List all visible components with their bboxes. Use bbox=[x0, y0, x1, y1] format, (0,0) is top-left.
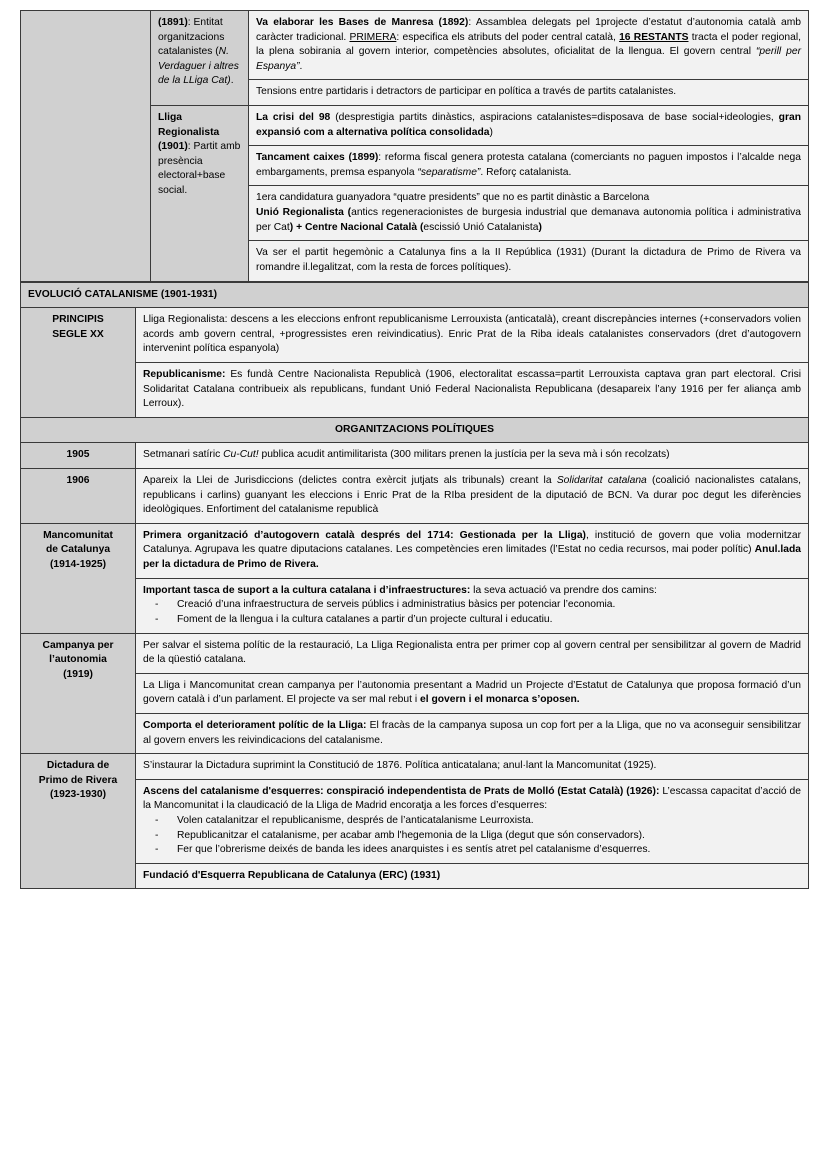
table-row bbox=[21, 417, 809, 443]
t1-label-lliga-regionalista bbox=[151, 106, 249, 281]
t2-label-campanya-line1: Campanya per bbox=[42, 639, 114, 651]
table-row bbox=[21, 673, 809, 713]
table-row bbox=[21, 282, 809, 308]
t2-label-dictadura-line1: Dictadura de bbox=[46, 760, 110, 772]
table-row bbox=[21, 754, 809, 780]
t2-label-mancomunitat-line3: (1914-1925) bbox=[49, 559, 107, 571]
t1-cell-bases-manresa bbox=[249, 11, 809, 80]
list-item: - Foment de la llengua i la cultura catalanes a partir d’un projecte cultural i educatiu. bbox=[177, 613, 801, 628]
t1-crisi98-body1: (desprestigia partits dinàstics, aspiracions catalanistes=disposava de base social+ideologies, bbox=[330, 112, 779, 124]
list-item: - Fer que l’obrerisme deixés de banda les idees anarquistes i es sentís atret pel catalanisme d’esquerres. bbox=[177, 843, 801, 858]
t2-cell-lliga-regionalista-descens: Lliga Regionalista: descens a les eleccions enfront republicanisme Lerrouxista (anticatalà), creant discrepàncies internes (+conservadors volien acords amb govern central, +progressistes eren reivindicatius). Enric Prat de la Riba ideals catalanistes conservadors (dret d’autogovern intervenint política espanyola) bbox=[136, 308, 809, 363]
t2-mancomunitat-body1: , institució de govern que volia modernitzar Catalunya. Agrupava les quatre diputacions catalanes. Les competències eren limitades (l’Estat no cedia recursos, mai poder polític) bbox=[143, 529, 802, 556]
t2-republicanisme-body1: Es fundà Centre Nacionalista Republicà (1906, electoralitat escassa=partit Lerrouxista captava gran part electoral. Crisi Solidaritat Catalana contribueix als republicans, fundant Unió Federal Nacionalista Republicana (desapareix l’any 1916 per fer aliança amb Lerroux). bbox=[143, 368, 802, 410]
list-item: - Creació d’una infraestructura de serveis públics i administratius bàsics per potenciar l’economia. bbox=[177, 598, 801, 613]
t2-cell-campanya-projecte-estatut bbox=[136, 673, 809, 713]
table-row bbox=[21, 523, 809, 578]
t2-label-dictadura-line3: (1923-1930) bbox=[49, 789, 107, 801]
t2-campanya-body1: La Lliga i Mancomunitat crean campanya per l’autonomia presentant a Madrid un Projecte d’Estatut de Catalunya que proposa formació d’un govern català i d’un parlament. El projecte va ser mal rebut i bbox=[143, 679, 802, 706]
t1-candidatura-bold3: ) bbox=[538, 221, 542, 233]
t1-crisi98-bold: La crisi del 98 bbox=[256, 112, 331, 124]
t1-bases-manresa-italic1: “perill per Espanya” bbox=[256, 46, 801, 72]
table-row bbox=[21, 469, 809, 524]
table-row bbox=[21, 308, 809, 363]
t2-cultura-bold: Important tasca de suport a la cultura catalana i d’infraestructures: bbox=[143, 584, 471, 596]
t1-cell-crisi-98 bbox=[249, 106, 809, 146]
t1-bases-manresa-bold: Va elaborar les Bases de Manresa (1892) bbox=[256, 17, 469, 28]
t2-label-mancomunitat-line1: Mancomunitat bbox=[43, 529, 113, 541]
t2-1906-body2: (coalició nacionalistes catalans, republicans i carlins) guanyant les eleccions i Enric Prat de la RIba president de la diputació de BCN. Va durar poc degut les diferències ideològiques. Enfortiment del catalanisme republicà bbox=[143, 475, 802, 516]
t2-ascens-bullets bbox=[143, 814, 801, 858]
t2-republicanisme-bold: Republicanisme: bbox=[143, 368, 226, 380]
t1-cell-candidatura bbox=[249, 186, 809, 241]
t2-cell-1906-llei-jurisdiccions bbox=[136, 469, 809, 524]
t1-bases-manresa-underline1: PRIMERA bbox=[349, 31, 397, 43]
t1-crisi98-boldmid: gran expansió com a alternativa política consolidada bbox=[256, 112, 801, 138]
t2-band-organitzacions-politiques: ORGANITZACIONS POLÍTIQUES bbox=[21, 417, 809, 443]
list-item: - Republicanitzar el catalanisme, per acabar amb l'hegemonia de la Lliga (degut que són conservadors). bbox=[177, 829, 801, 844]
t2-label-1905: 1905 bbox=[21, 443, 136, 469]
t1-label-1891-italic: N. Verdaguer i altres de la LLiga Cat) bbox=[158, 46, 239, 87]
t2-1905-body1: Setmanari satíric bbox=[143, 449, 224, 461]
t1-label-1891-lead: (1891) bbox=[158, 17, 188, 28]
t1-label-lliga-lead: Lliga Regionalista (1901) bbox=[158, 112, 220, 153]
t2-label-campanya-line3: (1919) bbox=[63, 668, 93, 680]
t2-cell-1905-cucut bbox=[136, 443, 809, 469]
t2-1905-italic1: Cu-Cut! bbox=[223, 449, 259, 461]
t2-1905-body2: publica acudit antimilitarista (300 militars prenen la justícia per la seva mà i són recolzats) bbox=[258, 449, 670, 461]
table-row bbox=[21, 633, 809, 673]
t2-cell-campanya-deteriorament bbox=[136, 713, 809, 753]
t1-tancament-bold: Tancament caixes (1899) bbox=[256, 152, 379, 164]
table-row bbox=[21, 863, 809, 889]
t2-deteriorament-bold: Comporta el deteriorament polític de la Lliga: bbox=[143, 719, 367, 731]
t2-erc-bold: Fundació d'Esquerra Republicana de Catalunya (ERC) (1931) bbox=[143, 869, 441, 881]
table-catalanisme-origens bbox=[20, 10, 809, 282]
t1-cell-tensions: Tensions entre partidaris i detractors de participar en política a través de partits catalanistes. bbox=[249, 80, 809, 106]
t2-label-dictadura-primo-rivera bbox=[21, 754, 136, 889]
t2-cultura-body1: la seva actuació va prendre dos camins: bbox=[470, 584, 657, 596]
t1-tancament-body1: : reforma fiscal genera protesta catalana (comerciants no paguen impostos i l’alcalde nega embargaments, premsa espanyola bbox=[256, 152, 801, 178]
t1-empty-left-cell bbox=[21, 11, 151, 282]
t1-cell-tancament-caixes bbox=[249, 146, 809, 186]
t2-campanya-boldmid: el govern i el monarca s’oposen. bbox=[420, 694, 580, 706]
t2-cell-fundacio-erc bbox=[136, 863, 809, 889]
t2-cell-mancomunitat-autogovern bbox=[136, 523, 809, 578]
t1-label-1891-after: : Entitat organitzacions catalanistes ( bbox=[158, 17, 225, 58]
t2-label-campanya-line2: l’autonomia bbox=[49, 654, 107, 666]
t1-bases-manresa-body1: : Assamblea delegats pel 1projecte d’estatut d’autonomia català amb caràcter tradicional. bbox=[256, 17, 801, 43]
t1-candidatura-bold1: Unió Regionalista ( bbox=[256, 207, 352, 219]
t2-label-mancomunitat-line2: de Catalunya bbox=[45, 544, 111, 556]
table-row bbox=[21, 578, 809, 633]
t1-candidatura-body2: escissió Unió Catalanista bbox=[423, 221, 539, 233]
t2-cell-dictadura-ascens-esquerres bbox=[136, 779, 809, 863]
t2-ascens-body1: L’escassa capacitat d’acció de la Mancomunitat i la claudicació de la Lliga de Madrid encoratja a les forces d’esquerres: bbox=[143, 785, 802, 812]
t1-bases-manresa-body3: tracta el poder regional, la plena sobirania al govern interior, competències absolutes, oficialitat de la llengua. El govern central bbox=[256, 31, 801, 58]
t2-label-dictadura-line2: Primo de Rivera bbox=[38, 774, 118, 786]
table-evolucio-catalanisme bbox=[20, 282, 809, 890]
t2-cultura-bullets bbox=[143, 598, 801, 627]
table-row bbox=[21, 443, 809, 469]
t2-1906-italic1: Solidaritat catalana bbox=[556, 475, 647, 487]
t1-bases-manresa-body2: : especifica els atributs del poder central català, bbox=[396, 31, 620, 43]
t2-label-1906: 1906 bbox=[21, 469, 136, 524]
t1-crisi98-body2: ) bbox=[489, 126, 493, 138]
table-row bbox=[21, 362, 809, 417]
t1-label-lliga-after: : Partit amb presència electoral+base social. bbox=[158, 141, 241, 197]
table-row bbox=[21, 779, 809, 863]
t1-candidatura-body1: antics regeneracionistes de burgesia industrial que demanava autonomia política i administrativa per Cat bbox=[256, 207, 801, 233]
t2-mancomunitat-boldmid: Anul.lada per la dictadura de Primo de Rivera. bbox=[143, 544, 802, 571]
t2-cell-campanya-restauracio: Per salvar el sistema polític de la restauració, La Lliga Regionalista entra per primer cop al govern central per sensibilitzar al govern de Madrid de la qüestió catalana. bbox=[136, 633, 809, 673]
table-row bbox=[21, 713, 809, 753]
t2-label-principis-line1: PRINCIPIS bbox=[52, 314, 104, 326]
t1-candidatura-bold2: ) + Centre Nacional Català ( bbox=[289, 221, 424, 233]
t1-bases-manresa-body4: . bbox=[299, 60, 303, 72]
t2-mancomunitat-bold: Primera organització d’autogovern català després del 1714: Gestionada per la Lliga) bbox=[143, 529, 586, 541]
table-row bbox=[21, 11, 809, 80]
t2-cell-republicanisme bbox=[136, 362, 809, 417]
list-item: - Volen catalanitzar el republicanisme, després de l’anticatalanisme Leurroxista. bbox=[177, 814, 801, 829]
t2-label-campanya-autonomia bbox=[21, 633, 136, 754]
t1-tancament-italic1: “separatisme” bbox=[417, 166, 481, 178]
t1-candidatura-line1: 1era candidatura guanyadora “quatre presidents” que no es partit dinàstic a Barcelona bbox=[256, 192, 650, 204]
t2-label-mancomunitat bbox=[21, 523, 136, 633]
t1-cell-partit-hegemonic: Va ser el partit hegemònic a Catalunya fins a la II República (1931) (Durant la dictadura de Primo de Rivera va romandre il.legalitzat, com la resta de forces polítiques). bbox=[249, 241, 809, 281]
t2-cell-mancomunitat-cultura bbox=[136, 578, 809, 633]
t2-deteriorament-body1: El fracàs de la campanya suposa un cop fort per a la Lliga, que no va aconseguir sensibilitzar al govern envers les reivindicacions del catalanisme. bbox=[143, 719, 802, 746]
t1-label-1891-tail: . bbox=[230, 75, 234, 87]
t2-ascens-bold: Ascens del catalanisme d'esquerres: conspiració independentista de Prats de Molló (Estat Català) (1926): bbox=[143, 785, 660, 797]
t2-1906-body1: Apareix la Llei de Jurisdiccions (delictes contra exèrcit jutjats als tribunals) creant la bbox=[143, 475, 557, 487]
t2-cell-dictadura-constitucio: S’instaurar la Dictadura suprimint la Constitució de 1876. Política anticatalana; anul·lant la Mancomunitat (1925). bbox=[136, 754, 809, 780]
t1-label-1891 bbox=[151, 11, 249, 106]
t2-header-title: EVOLUCIÓ CATALANISME (1901-1931) bbox=[21, 282, 809, 308]
t1-tancament-body2: . Reforç catalanista. bbox=[480, 166, 572, 178]
t2-label-principis-segle-xx bbox=[21, 308, 136, 418]
t2-label-principis-line2: SEGLE XX bbox=[52, 328, 104, 340]
t1-bases-manresa-underline2: 16 RESTANTS bbox=[619, 31, 689, 43]
